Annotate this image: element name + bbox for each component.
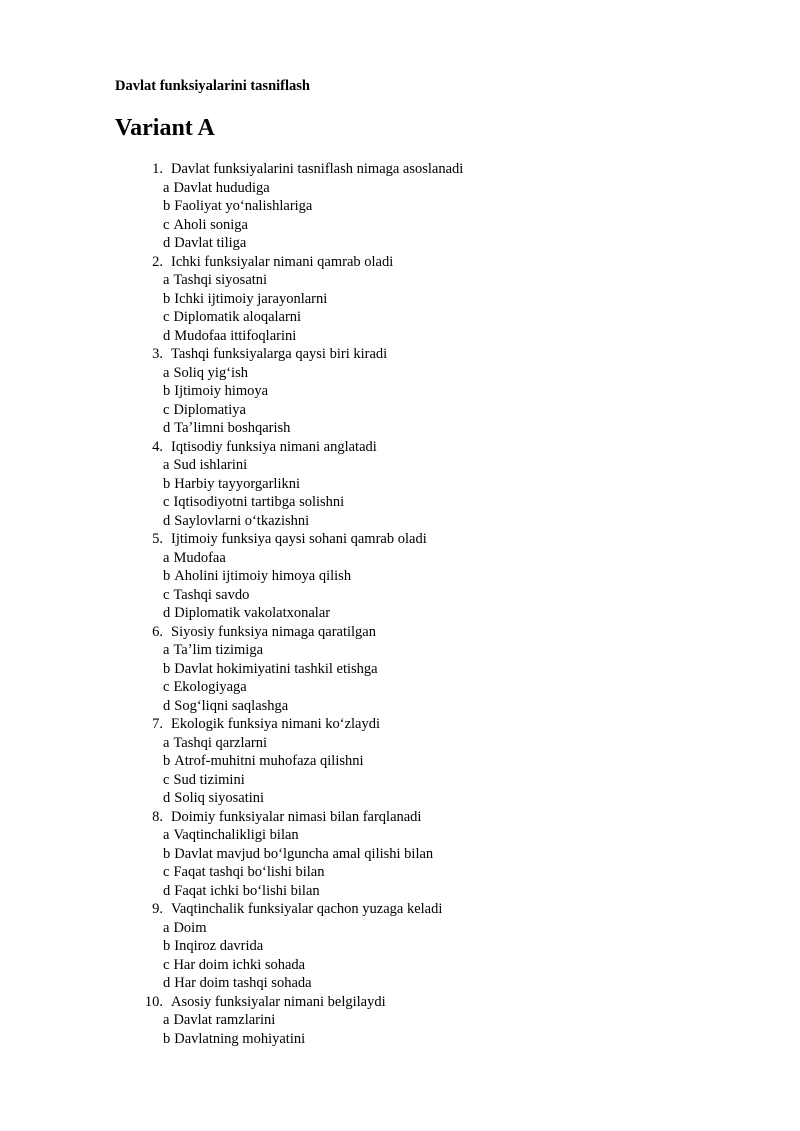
option-letter: c (163, 216, 170, 233)
answer-option (163, 234, 463, 253)
option-letter: c (163, 586, 170, 603)
option-letter: d (163, 790, 171, 806)
question-spacer (163, 993, 171, 1012)
option-letter: c (163, 309, 170, 325)
question-item (115, 993, 463, 1049)
answer-option (163, 974, 463, 993)
question-text: Asosiy funksiyalar nimani belgilaydi (171, 993, 386, 1010)
option-letter: b (163, 753, 171, 769)
option-text: Davlat hokimiyatini tashkil etishga (174, 660, 378, 677)
option-text: Sud tizimini (173, 771, 245, 788)
option-letter: a (163, 179, 170, 196)
question-item (115, 530, 463, 623)
option-text: Davlatning mohiyatini (174, 1030, 306, 1047)
answer-option (163, 882, 463, 901)
question-number: 5. (152, 531, 163, 547)
question-line (115, 993, 463, 1012)
answer-option (163, 586, 463, 605)
question-line (115, 623, 463, 642)
answer-option (163, 641, 463, 660)
option-letter: b (163, 1030, 171, 1047)
question-spacer (163, 345, 171, 364)
question-line (115, 530, 463, 549)
question-text: Ijtimoiy funksiya qaysi sohani qamrab oladi (171, 531, 427, 547)
option-letter: a (163, 457, 170, 473)
answer-option (163, 197, 463, 216)
answer-option (163, 1011, 463, 1030)
question-line (115, 900, 463, 919)
option-text: Diplomatiya (173, 401, 246, 418)
question-text: Davlat funksiyalarini tasniflash nimaga asoslanadi (171, 161, 464, 177)
question-number: 6. (152, 623, 163, 640)
option-text: Tashqi siyosatni (173, 272, 268, 288)
question-number: 9. (152, 901, 163, 917)
answer-option (163, 697, 463, 716)
question-text: Siyosiy funksiya nimaga qaratilgan (171, 623, 376, 640)
option-text: Soliq siyosatini (174, 790, 265, 806)
question-item (115, 160, 463, 253)
option-letter: d (163, 882, 171, 899)
question-spacer (163, 253, 171, 272)
answer-option (163, 678, 463, 697)
option-text: Sud ishlarini (173, 457, 248, 473)
option-letter: d (163, 697, 171, 714)
option-text: Davlat tiliga (174, 235, 247, 251)
question-list (115, 160, 463, 1048)
question-number: 7. (152, 716, 163, 732)
question-text: Iqtisodiy funksiya nimani anglatadi (171, 438, 377, 455)
option-letter: b (163, 660, 171, 677)
option-letter: a (163, 919, 170, 936)
option-letter: a (163, 272, 170, 288)
option-letter: d (163, 975, 171, 991)
option-letter: d (163, 327, 171, 344)
question-text: Tashqi funksiyalarga qaysi biri kiradi (171, 346, 388, 362)
option-text: Davlat mavjud boʻlguncha amal qilishi bilan (174, 845, 434, 862)
option-text: Ichki ijtimoiy jarayonlarni (174, 290, 328, 307)
answer-option (163, 382, 463, 401)
answer-option (163, 1030, 463, 1049)
question-item (115, 438, 463, 531)
option-letter: d (163, 512, 171, 529)
option-letter: a (163, 827, 170, 843)
question-item (115, 623, 463, 716)
answer-options (115, 641, 463, 715)
option-letter: d (163, 235, 171, 251)
option-text: Har doim tashqi sohada (174, 975, 312, 991)
answer-option (163, 771, 463, 790)
option-text: Vaqtinchalikligi bilan (173, 827, 299, 843)
option-letter: c (163, 494, 170, 510)
option-text: Tashqi qarzlarni (173, 734, 268, 751)
question-line (115, 438, 463, 457)
option-text: Ijtimoiy himoya (174, 383, 269, 399)
question-line (115, 345, 463, 364)
question-number: 2. (152, 253, 163, 270)
option-text: Faoliyat yoʻnalishlariga (174, 198, 313, 214)
option-letter: a (163, 364, 170, 381)
answer-option (163, 179, 463, 198)
answer-options (115, 271, 463, 345)
answer-option (163, 604, 463, 623)
option-text: Aholi soniga (173, 216, 248, 233)
answer-options (115, 364, 463, 438)
option-text: Ekologiyaga (173, 679, 247, 695)
answer-option (163, 734, 463, 753)
answer-option (163, 456, 463, 475)
question-number: 3. (152, 346, 163, 362)
answer-option (163, 493, 463, 512)
option-letter: c (163, 401, 170, 418)
answer-options (115, 549, 463, 623)
answer-option (163, 937, 463, 956)
question-line (115, 715, 463, 734)
option-letter: b (163, 198, 171, 214)
answer-option (163, 475, 463, 494)
option-letter: b (163, 845, 171, 862)
option-text: Tashqi savdo (173, 586, 250, 603)
option-text: Taʼlimni boshqarish (174, 420, 291, 436)
option-text: Atrof-muhitni muhofaza qilishni (174, 753, 364, 769)
option-letter: c (163, 864, 170, 880)
question-line (115, 253, 463, 272)
option-text: Saylovlarni oʻtkazishni (174, 512, 310, 529)
option-letter: d (163, 420, 171, 436)
question-text: Ichki funksiyalar nimani qamrab oladi (171, 253, 394, 270)
answer-option (163, 290, 463, 309)
question-spacer (163, 160, 171, 179)
question-item (115, 900, 463, 993)
answer-option (163, 919, 463, 938)
question-spacer (163, 715, 171, 734)
question-spacer (163, 623, 171, 642)
answer-options (115, 826, 463, 900)
question-text: Vaqtinchalik funksiyalar qachon yuzaga keladi (171, 901, 443, 917)
question-item (115, 808, 463, 901)
option-letter: b (163, 568, 171, 584)
answer-option (163, 789, 463, 808)
option-text: Aholini ijtimoiy himoya qilish (174, 568, 352, 584)
question-number: 8. (152, 808, 163, 825)
option-letter: c (163, 771, 170, 788)
option-letter: b (163, 475, 171, 492)
answer-option (163, 567, 463, 586)
answer-options (115, 734, 463, 808)
option-letter: b (163, 290, 171, 307)
option-text: Mudofaa ittifoqlarini (174, 327, 297, 344)
answer-option (163, 401, 463, 420)
answer-option (163, 364, 463, 383)
question-item (115, 345, 463, 438)
question-spacer (163, 438, 171, 457)
answer-option (163, 752, 463, 771)
question-line (115, 160, 463, 179)
option-letter: d (163, 605, 171, 621)
answer-option (163, 419, 463, 438)
answer-options (115, 456, 463, 530)
option-letter: b (163, 938, 171, 954)
option-text: Harbiy tayyorgarlikni (174, 475, 301, 492)
answer-options (115, 179, 463, 253)
question-text: Ekologik funksiya nimani koʻzlaydi (171, 716, 381, 732)
option-letter: a (163, 1012, 170, 1028)
question-spacer (163, 900, 171, 919)
answer-option (163, 826, 463, 845)
answer-option (163, 512, 463, 531)
answer-option (163, 660, 463, 679)
question-line (115, 808, 463, 827)
answer-options (115, 1011, 463, 1048)
option-text: Har doim ichki sohada (173, 956, 306, 973)
variant-title: Variant A (115, 115, 215, 141)
question-spacer (163, 808, 171, 827)
option-letter: a (163, 549, 170, 566)
option-text: Diplomatik vakolatxonalar (174, 605, 331, 621)
answer-option (163, 327, 463, 346)
option-letter: b (163, 383, 171, 399)
option-text: Mudofaa (173, 549, 226, 566)
option-text: Faqat tashqi boʻlishi bilan (173, 864, 325, 880)
question-spacer (163, 530, 171, 549)
answer-option (163, 216, 463, 235)
option-text: Sogʻliqni saqlashga (174, 697, 289, 714)
question-text: Doimiy funksiyalar nimasi bilan farqlanadi (171, 808, 422, 825)
option-text: Soliq yigʻish (173, 364, 248, 381)
option-text: Doim (173, 919, 207, 936)
question-item (115, 715, 463, 808)
option-text: Inqiroz davrida (174, 938, 264, 954)
question-item (115, 253, 463, 346)
option-text: Faqat ichki boʻlishi bilan (174, 882, 320, 899)
question-number: 10. (144, 993, 163, 1010)
answer-option (163, 845, 463, 864)
option-text: Davlat ramzlarini (173, 1012, 276, 1028)
answer-options (115, 919, 463, 993)
option-text: Diplomatik aloqalarni (173, 309, 302, 325)
answer-option (163, 863, 463, 882)
document-heading: Davlat funksiyalarini tasniflash (115, 78, 310, 94)
question-number: 1. (152, 161, 163, 177)
option-letter: a (163, 642, 170, 658)
option-text: Davlat hududiga (173, 179, 270, 196)
answer-option (163, 549, 463, 568)
option-letter: c (163, 956, 170, 973)
answer-option (163, 271, 463, 290)
option-letter: c (163, 679, 170, 695)
option-text: Taʼlim tizimiga (173, 642, 264, 658)
answer-option (163, 308, 463, 327)
answer-option (163, 956, 463, 975)
option-text: Iqtisodiyotni tartibga solishni (173, 494, 345, 510)
option-letter: a (163, 734, 170, 751)
question-number: 4. (152, 438, 163, 455)
